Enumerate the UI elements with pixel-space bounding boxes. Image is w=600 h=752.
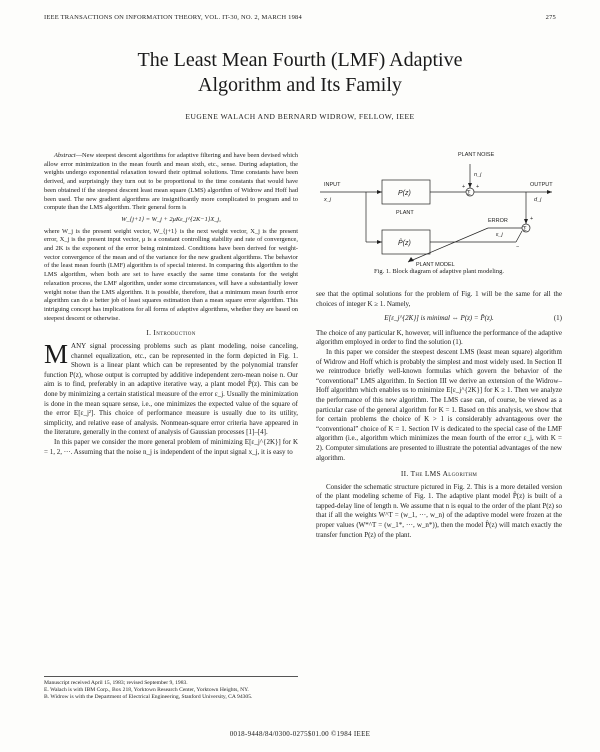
title-line-2: Algorithm and Its Family [198, 74, 402, 96]
fig-plus-1: + [476, 184, 480, 190]
para-section-2: Consider the schematic structure pictured in Fig. 2. This is a more detailed version of the plant modeling scheme of Fig. 1. The adaptive plant model P̂(z) is built of a tapped-delay line of length n. We assume that n is equal to the order of the plant P(z) so that if all the weights W^T = (w_1, ···, w_n) of the adaptive model were frozen at the proper values (W*^T = (w_1*, ···, w_n*)), then the model P̂(z) will match exactly the transfer function P(z) of the plant. [316, 482, 562, 539]
fig-noise-sym: n_j [474, 172, 482, 178]
fig-output-label: OUTPUT [530, 182, 553, 188]
footnote-widrow: B. Widrow is with the Department of Electrical Engineering, Stanford University, CA 94305. [44, 694, 253, 701]
equation-1 [316, 314, 562, 324]
right-column [316, 290, 562, 540]
section-1-heading: I. Introduction [146, 328, 196, 338]
fig-output-sym: d_j [534, 197, 542, 203]
fig-plant-noise: PLANT NOISE [458, 152, 495, 158]
journal-header: IEEE TRANSACTIONS ON INFORMATION THEORY, VOL. IT-30, NO. 2, MARCH 1984 [44, 14, 302, 21]
fig-input-label: INPUT [324, 182, 341, 188]
abstract [44, 152, 298, 457]
para-consider: In this paper we consider the steepest descent LMS (least mean square) algorithm of Widrow and Hoff which is probably the simplest and most widely used. In Section II we reintroduce briefly well-known formulas which govern the behavior of the “conventional” LMS algorithm. In Section III we derive an extension of the Widrow–Hoff algorithm which enables us to minimize E[ε_j^{2K}] for K ≥ 1. Then we analyze the performance of this new algorithm. The LMS case can, of course, be viewed as a particular case of the general algorithm for K = 1. Based on this analysis, we show that for certain problems the choice of K > 1 is considerably advantageous over the “conventional” choice of K = 1. Section IV is dedicated to the special case of the LMF algorithm (i.e., algorithm which minimizes the mean fourth of the error ε_j, with K = 2). Computer simulations are presented to illustrate the potential advantages of the new algorithm. [316, 347, 562, 462]
intro-para-2: In this paper we consider the more general problem of minimizing E[ε_j^{2K}] for K = 1, 2, ···. Assuming that the noise n_j is independent of the input signal x_j, it is easy to [44, 438, 298, 456]
fig-plus-3: + [530, 216, 534, 222]
title-line-1: The Least Mean Fourth (LMF) Adaptive [137, 49, 463, 71]
intro-para-1: ANY signal processing problems such as plant modeling, noise canceling, channel equalization, etc., can be represented in the form depicted in Fig. 1. Shown is a linear plant which can be represented by the polynomial transfer function P(z), whose output is corrupted by additive independent zero-mean noise n. Our aim is to find, preferably in an adaptive iterative way, a plant model P̂(z). This can be done by minimizing a certain statistical measure of the error ε_j. Usually the minimization is done in the mean square sense, i.e., one minimizes the expected value of the square of the error E[ε_j²]. This choice of performance measure is usually due to its utility, simplicity, and relative ease of analysis. Nonmean-square error criteria have appeared in the literature, generally in the context of analysis of Gaussian processes [1]–[4]. [44, 342, 298, 437]
fig-sum-1: Σ [467, 190, 471, 197]
copyright-footer: 0018-9448/84/0300-0275$01.00 ©1984 IEEE [229, 730, 371, 738]
page-number: 275 [545, 14, 556, 21]
abstract-text-2: where W_j is the present weight vector, W_{j+1} is the next weight vector, X_j is the present error, X_j is the present input vector, μ is a constant controlling stability and rate of convergence, and 2K is the exponent of the error being minimized. Conditions have been derived for weight-vector convergence of the mean and of the variance for the new gradient algorithms. The behavior of the least mean fourth (LMF) algorithm is of special interest. In comparing this algorithm to the LMS algorithm, when both are set to have exactly the same time constants for the weight relaxation process, the LMF algorithm, under some circumstances, will have a substantially lower weight noise than the LMS algorithm. It is possible, therefore, that a minimum mean fourth error algorithm can do a better job of least squares estimation than a mean square error algorithm. This intriguing concept has implications for all forms of adaptive algorithms, whether they are based on steepest descent or otherwise. [44, 227, 298, 322]
footnotes [44, 676, 298, 702]
para-optimal: see that the optimal solutions for the problem of Fig. 1 will be the same for all the choices of integer K ≥ 1. Namely, [316, 290, 562, 308]
abstract-formula: W_{j+1} = W_j + 2μKε_j^{2K−1}X_j, [121, 215, 221, 223]
paper-title [40, 48, 560, 98]
dropcap: M [44, 339, 69, 370]
fig-minus: − [516, 244, 520, 250]
fig-error-sym: ε_j [496, 232, 503, 238]
abstract-text: —New steepest descent algorithms for adaptive filtering and have been devised which allow error minimization in the mean fourth and mean sixth, etc., sense. During adaptation, the weights undergo exponential relaxation toward their optimal solutions. Time constants have been derived, and surprisingly they turn out to be proportional to the time constants that would have been obtained if the steepest descent least mean square (LMS) algorithm of Widrow and Hoff had been used. The new gradient algorithms are insignificantly more complicated to program and to compute than the LMS algorithm. Their general form is [44, 152, 298, 212]
fig-model-label: PLANT MODEL [416, 262, 455, 268]
fig-model-phz: P̂(z) [398, 240, 411, 247]
abstract-label: Abstract [54, 152, 76, 159]
fig-error-label: ERROR [488, 218, 508, 224]
authors: EUGENE WALACH AND BERNARD WIDROW, FELLOW, IEEE [185, 112, 415, 121]
fig-plant-pz: P(z) [398, 190, 411, 197]
running-header [44, 14, 556, 26]
equation-1-number: (1) [553, 314, 562, 323]
fig-input-sym: x_j [324, 197, 332, 203]
section-2-heading: II. The LMS Algorithm [400, 469, 478, 479]
fig-sum-2: Σ [523, 226, 527, 233]
footnote-received: Manuscript received April 15, 1983; revised September 9, 1983. [44, 680, 188, 686]
footnote-walach: E. Walach is with IBM Corp., Box 218, Yorktown Research Center, Yorktown Heights, NY. [44, 687, 249, 694]
para-choice: The choice of any particular K, however, will influence the performance of the adaptive algorithm employed in order to find the solution (1). [316, 328, 562, 347]
figure-1-caption: Fig. 1. Block diagram of adaptive plant modeling. [374, 268, 504, 275]
fig-plus-2: + [462, 184, 466, 190]
fig-plant-label: PLANT [396, 210, 414, 216]
equation-1-body: E[ε_j^{2K}] is minimal ⇔ P(z) = P̂(z). [384, 314, 494, 323]
